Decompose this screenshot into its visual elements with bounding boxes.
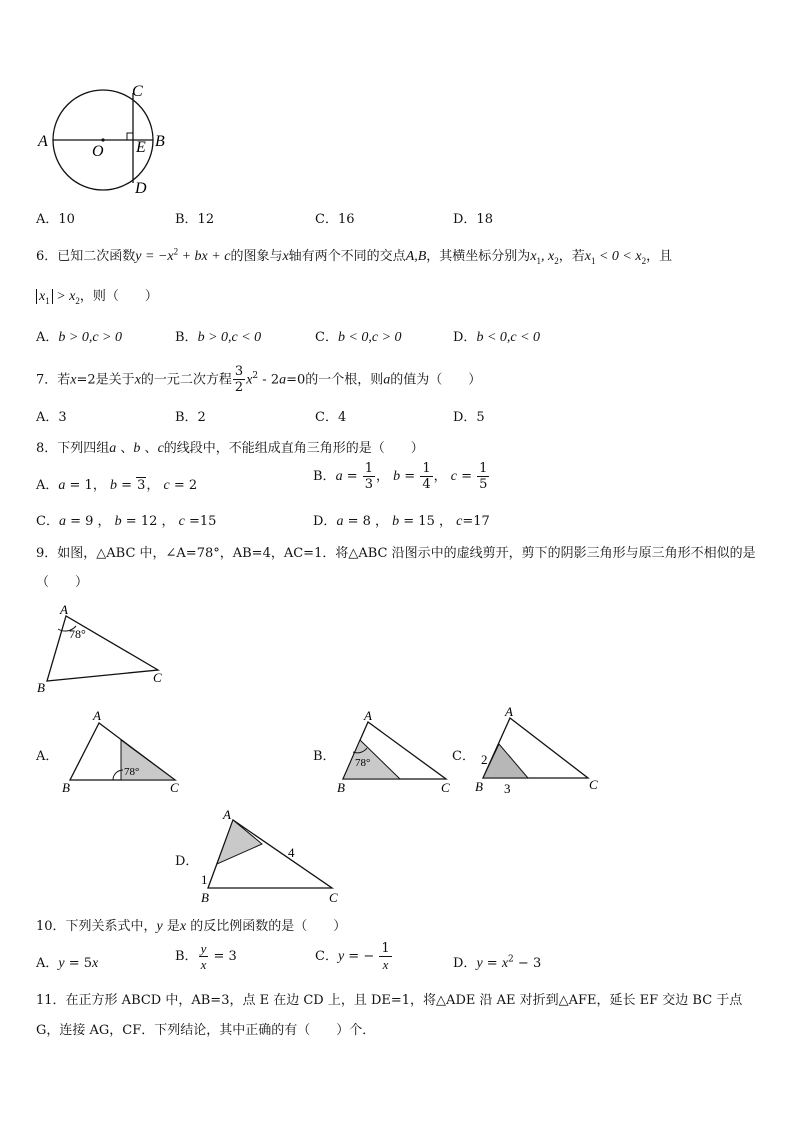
svg-text:B: B [62, 780, 70, 795]
svg-text:A: A [505, 704, 513, 719]
q8-option-d: D．a = 8 ， b = 15 ， c=17 [313, 514, 490, 529]
svg-text:B: B [337, 780, 345, 795]
label-C: C [132, 83, 143, 100]
svg-text:C: C [589, 777, 598, 792]
q11-line2: G，连接 AG，CF．下列结论，其中正确的有（ ）个． [36, 1023, 376, 1038]
q9-option-c-figure [472, 704, 602, 796]
q9-option-d-label: D． [175, 854, 199, 869]
svg-text:2: 2 [481, 752, 488, 767]
q8-option-c: C．a = 9 ， b = 12 ， c =15 [36, 514, 217, 529]
q7-option-b: B．2 [175, 410, 206, 425]
q5-option-c: C．16 [315, 212, 355, 227]
q6-condition: $x_1 > x_2$，则（ ） [36, 285, 158, 306]
q7-stem: 7．若x=2是关于x的一元二次方程 $\frac{3}{2}$ $x^2 - 2a=0$的一个根，则a的值为（ ） [36, 364, 482, 396]
label-D: D [135, 180, 147, 197]
q9-option-a-label: A． [36, 749, 59, 764]
q7-option-a: A．3 [36, 410, 67, 425]
svg-text:C: C [153, 670, 162, 685]
q7-option-c: C．4 [315, 410, 347, 425]
svg-text:C: C [441, 780, 450, 795]
label-A: A [38, 133, 48, 150]
q8-stem: 8．下列四组a 、b 、c的线段中，不能组成直角三角形的是（ ） [36, 441, 424, 456]
q7-option-d: D．5 [453, 410, 485, 425]
q9-stem: 9．如图，△ABC 中，∠A=78°，AB=4，AC=1．将△ABC 沿图示中的虚线剪开，剪下的阴影三角形与原三角形不相似的是 [36, 546, 756, 561]
q11-line1: 11．在正方形 ABCD 中，AB=3，点 E 在边 CD 上，且 DE=1，将△ADE 沿 AE 对折到△AFE，延长 EF 交边 BC 于点 [36, 993, 743, 1008]
q8-option-a: A．a = 1， b = 3， c = 2 [36, 478, 198, 493]
svg-text:78°: 78° [69, 627, 86, 641]
q9-main-triangle [35, 602, 165, 697]
q10-option-a: A．y = 5x [36, 956, 99, 971]
svg-text:A: A [364, 708, 372, 723]
svg-text:A: A [60, 602, 68, 617]
svg-text:4: 4 [288, 845, 295, 860]
svg-text:A: A [93, 708, 101, 723]
q6-option-d: D．b < 0,c < 0 [453, 330, 541, 345]
q9-option-a-figure [60, 708, 185, 798]
q6-option-c: C．b < 0,c > 0 [315, 330, 402, 345]
q9-option-b-figure [335, 708, 455, 798]
q5-option-b: B．12 [175, 212, 215, 227]
q10-option-b: B． $\frac{y}{x}$ = 3 [175, 941, 237, 972]
svg-text:B: B [475, 779, 483, 794]
q9-paren: （ ） [36, 575, 89, 590]
q6-option-b: B．b > 0,c < 0 [175, 330, 262, 345]
circle-figure [30, 80, 180, 200]
svg-text:C: C [329, 890, 338, 905]
label-O: O [92, 143, 104, 160]
label-B: B [155, 133, 165, 150]
label-E: E [136, 139, 146, 156]
svg-text:78°: 78° [355, 757, 371, 769]
svg-text:1: 1 [201, 872, 208, 887]
q5-option-a: A．10 [36, 212, 75, 227]
q6-option-a: A．b > 0,c > 0 [36, 330, 122, 345]
svg-text:B: B [37, 680, 45, 695]
svg-text:B: B [201, 890, 209, 905]
q10-stem: 10．下列关系式中，y 是x 的反比例函数的是（ ） [36, 919, 347, 934]
q5-option-d: D．18 [453, 212, 493, 227]
svg-text:C: C [170, 780, 179, 795]
q10-option-d: D．$y = x^2 - 3$ [453, 954, 542, 971]
q9-option-d-figure [195, 806, 345, 906]
svg-text:3: 3 [504, 781, 511, 796]
q6-stem: 6．已知二次函数$y = -x^2$ + bx + c的图象与x轴有两个不同的交点A,B，其横坐标分别为$x_1$, $x_2$，若$x_1 < 0 < x_2$，且 [36, 246, 673, 266]
svg-text:78°: 78° [124, 766, 140, 778]
q10-option-c: C．y = − $\frac{1}{x}$ [315, 941, 390, 972]
q9-option-c-label: C． [452, 749, 475, 764]
q9-option-b-label: B． [313, 749, 336, 764]
svg-text:A: A [223, 807, 231, 822]
q8-option-b: B．a = $\frac{1}{3}$ ， b = $\frac{1}{4}$ ， c = $\frac{1}{5}$ [313, 461, 488, 492]
